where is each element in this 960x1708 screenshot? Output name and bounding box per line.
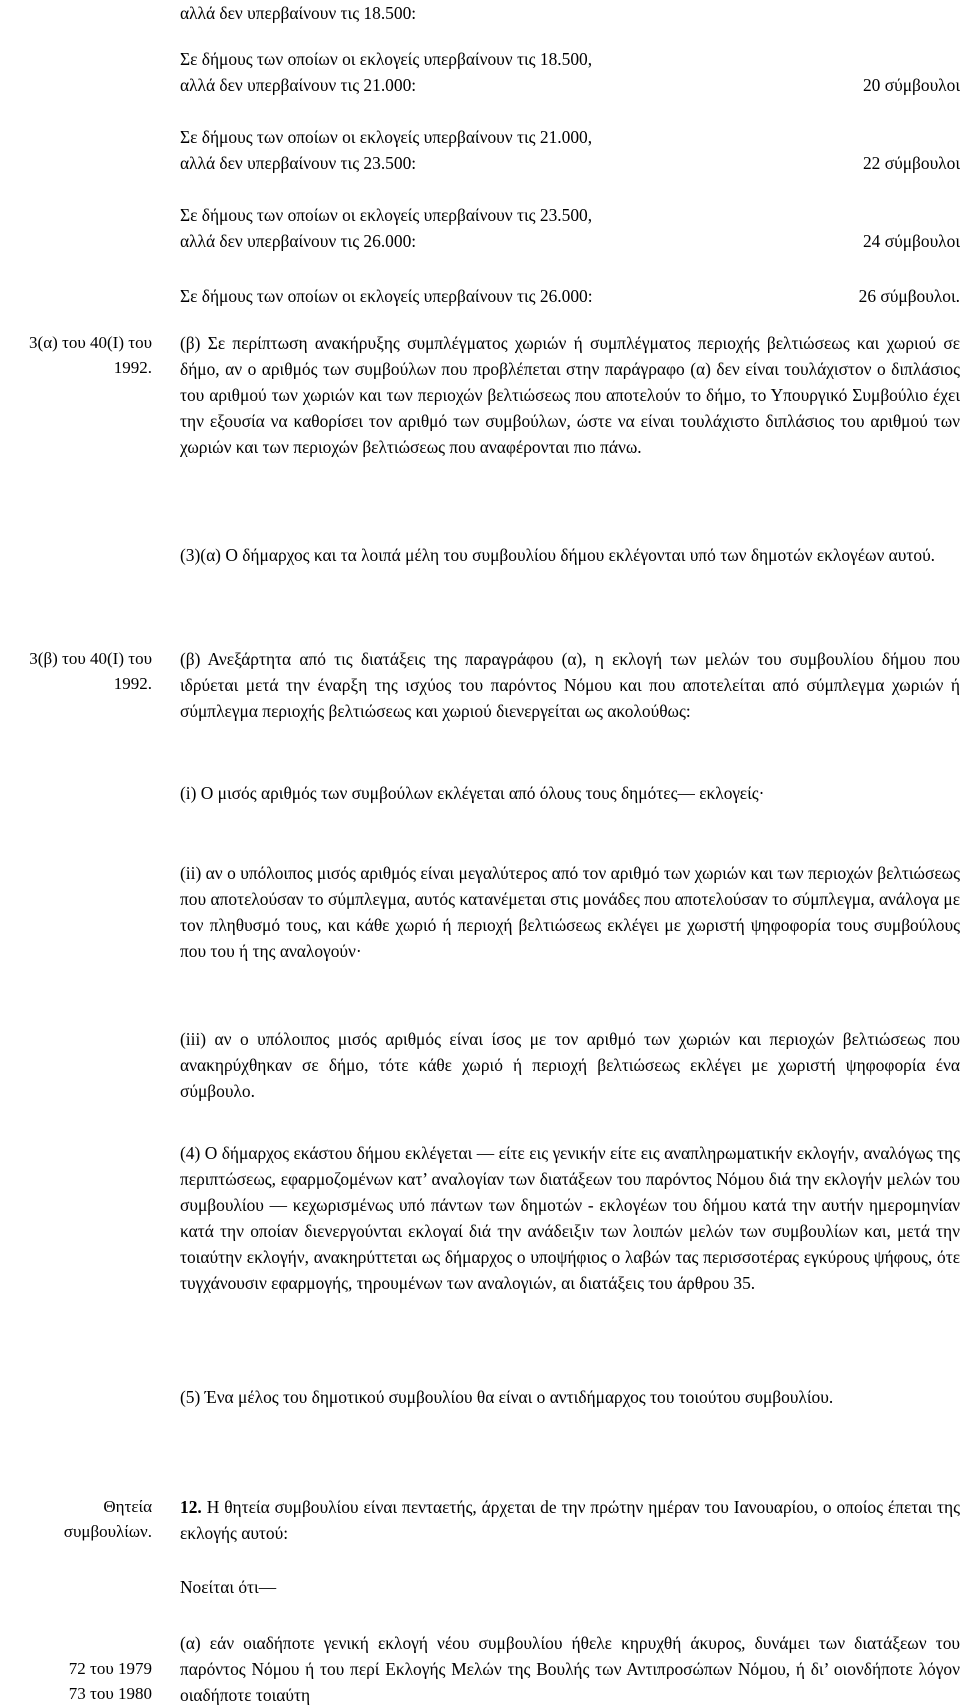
margin-note-line: 72 του 1979: [68, 1659, 152, 1678]
section-number: 12.: [180, 1497, 202, 1517]
council-condition: [180, 46, 780, 98]
paragraph-b1: (β) Σε περίπτωση ανακήρυξης συμπλέγματος χωριών ή συμπλέγματος περιοχής βελτιώσεως και χωριού σε δήμο, αν ο αριθμός των συμβούλων που προβλέπεται στην παράγραφο (α) δεν είναι τουλάχιστον ο διπλάσιος του αριθμού των χωριών και των περιοχών βελτιώσεως που αποτελούν το δήμο, το Υπουργικό Συμβούλιο έχει την εξουσία να καθορίσει τον αριθμό των συμβούλων, ώστε να είναι τουλάχιστο διπλάσιος του αριθμού των χωριών και των περιοχών βελτιώσεως που αναφέρονται πιο πάνω.: [180, 333, 960, 457]
paragraph-ii: (ii) αν ο υπόλοιπος μισός αριθμός είναι μεγαλύτερος από τον αριθμό των χωριών και των περιοχών βελτιώσεως που αποτελούσαν το σύμπλεγμα, αυτός κατανέμεται στις μονάδες που αποτελούσαν το σύμπλεγμα, ανάλογα με τον πληθυσμό τους, και κάθε χωριό ή περιοχή βελτιώσεως εκλέγει με χωριστή ψηφοφορία τους συμβούλους που του ή της αναλογούν·: [180, 863, 960, 961]
margin-note-term: [0, 1494, 152, 1544]
council-condition: [180, 124, 780, 176]
condition-line: αλλά δεν υπερβαίνουν τις 21.000:: [180, 75, 417, 95]
margin-note-3b: [0, 646, 152, 696]
condition-line: Σε δήμους των οποίων οι εκλογείς υπερβαίνουν τις 18.500,: [180, 49, 593, 69]
margin-note-line: συμβουλίων.: [63, 1522, 152, 1541]
margin-note-3a: [0, 330, 152, 380]
margin-note-line: Θητεία: [103, 1497, 152, 1516]
council-row: [180, 46, 960, 98]
council-row: [180, 124, 960, 176]
condition-line: Σε δήμους των οποίων οι εκλογείς υπερβαίνουν τις 26.000:: [180, 286, 593, 306]
council-count: 24 σύμβουλοι: [862, 231, 960, 251]
intro-line: αλλά δεν υπερβαίνουν τις 18.500:: [180, 3, 417, 23]
council-count: 20 σύμβουλοι: [862, 75, 960, 95]
paragraph-iii: (iii) αν ο υπόλοιπος μισός αριθμός είναι ίσος με τον αριθμό των χωριών και περιοχών βελτιώσεως που ανακηρύχθηκαν σε δήμο, τότε κάθε χωριό ή περιοχή βελτιώσεως εκλέγει με χωριστή ψηφοφορία ένα σύμβουλο.: [180, 1029, 960, 1101]
council-condition: [180, 202, 780, 254]
margin-note-line: 3(α) του 40(Ι) του: [29, 333, 152, 352]
condition-line: αλλά δεν υπερβαίνουν τις 26.000:: [180, 231, 417, 251]
paragraph-5: (5) Ένα μέλος του δημοτικού συμβουλίου θα είναι ο αντιδήμαρχος του τοιούτου συμβουλίου.: [180, 1387, 834, 1407]
condition-line: αλλά δεν υπερβαίνουν τις 23.500:: [180, 153, 417, 173]
section-12-text: Η θητεία συμβουλίου είναι πενταετής, άρχεται de την πρώτην ημέραν του Ιανουαρίου, ο οποίος έπεται της εκλογής αυτού:: [180, 1497, 960, 1543]
council-row: [180, 202, 960, 254]
paragraph-4: (4) Ο δήμαρχος εκάστου δήμου εκλέγεται — είτε εις γενικήν είτε εις αναπληρωματικήν εκλογήν, αναλόγως της περιπτώσεως, εφαρμοζομένων κατ’ αναλογίαν των διατάξεων του παρόντος Νόμου διά την εκλογήν μελών του συμβουλίου — κεχωρισμένως υπό πάντων των δημοτών - εκλογέων του δήμου κατά την αυτήν ημερομηνίαν κατά την οποίαν διενεργούνται εκλογαί διά την ανάδειξιν των λοιπών μελών των συμβουλίων και, μετά την τοιαύτην εκλογήν, ανακηρύττεται ως δήμαρχος ο υποψήφιος ο λαβών τας περισσοτέρας εγκύρους ψήφους, ότε τυγχάνουσιν εφαρμογής, τηρουμένων των αναλογιών, αι διατάξεις του άρθρου 35.: [180, 1143, 960, 1293]
paragraph-3b: (β) Ανεξάρτητα από τις διατάξεις της παραγράφου (α), η εκλογή των μελών του συμβουλίου δήμου που ιδρύεται μετά την έναρξη της ισχύος του παρόντος Νόμου και που αποτελείται από σύμπλεγμα χωριών ή σύμπλεγμα περιοχής βελτιώσεως και χωριού διενεργείται ως ακολούθως:: [180, 649, 960, 721]
paragraph-3a: (3)(α) Ο δήμαρχος και τα λοιπά μέλη του συμβουλίου δήμου εκλέγονται υπό των δημοτών εκλογέων αυτού.: [180, 545, 936, 565]
condition-line: Σε δήμους των οποίων οι εκλογείς υπερβαίνουν τις 21.000,: [180, 127, 593, 147]
council-count: 26 σύμβουλοι.: [858, 286, 960, 306]
margin-note-line: 73 του 1980: [68, 1684, 152, 1703]
margin-note-line: 1992.: [113, 358, 152, 377]
council-row: [180, 283, 960, 309]
proviso-intro: Νοείται ότι—: [180, 1577, 277, 1597]
margin-note-line: 3(β) του 40(Ι) του: [29, 649, 152, 668]
margin-note-laws: [0, 1656, 152, 1706]
margin-note-line: 1992.: [113, 674, 152, 693]
section-12: [180, 1494, 960, 1546]
paragraph-a-last: (α) εάν οιαδήποτε γενική εκλογή νέου συμβουλίου ήθελε κηρυχθή άκυρος, δυνάμει των διατάξεων του παρόντος Νόμου ή του περί Εκλογής Μελών της Βουλής των Αντιπροσώπων Νόμου, ή δι’ οιονδήποτε λόγον οιαδήποτε τοιαύτη: [180, 1633, 960, 1705]
paragraph-i: (i) Ο μισός αριθμός των συμβούλων εκλέγεται από όλους τους δημότες— εκλογείς·: [180, 783, 765, 803]
council-condition: [180, 283, 780, 309]
condition-line: Σε δήμους των οποίων οι εκλογείς υπερβαίνουν τις 23.500,: [180, 205, 593, 225]
council-count: 22 σύμβουλοι: [862, 153, 960, 173]
